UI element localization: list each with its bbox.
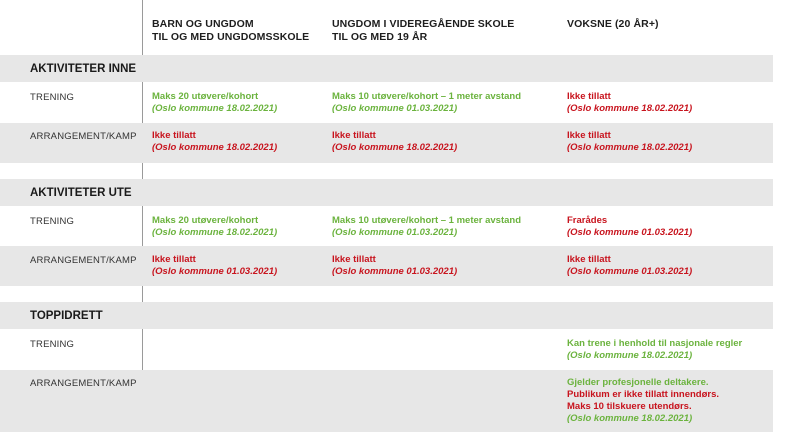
cell-outdoor-event-youth [332, 254, 457, 278]
cell-line: (Oslo kommune 18.02.2021) [152, 227, 278, 238]
cell-indoor-training-youth [332, 91, 521, 115]
header-youth [332, 18, 514, 44]
header-adults-line1: VOKSNE (20 ÅR+) [567, 18, 659, 30]
cell-line: Ikke tillatt [332, 254, 376, 265]
cell-line: Kan trene i henhold til nasjonale regler [567, 338, 743, 349]
cell-line: (Oslo kommune 01.03.2021) [332, 103, 458, 114]
cell-line: Ikke tillatt [332, 130, 376, 141]
cell-line: (Oslo kommune 01.03.2021) [152, 266, 278, 277]
cell-outdoor-event-adults [567, 254, 692, 278]
cell-line: Maks 10 utøvere/kohort – 1 meter avstand [332, 91, 522, 102]
cell-line: Maks 20 utøvere/kohort [152, 91, 259, 102]
row-label-elite-event: ARRANGEMENT/KAMP [30, 378, 137, 389]
cell-line: (Oslo kommune 18.02.2021) [332, 142, 458, 153]
cell-indoor-training-adults [567, 91, 692, 115]
row-label-outdoor-training: TRENING [30, 216, 75, 227]
cell-line: (Oslo kommune 01.03.2021) [567, 266, 693, 277]
header-children [152, 18, 309, 44]
header-youth-line2: TIL OG MED 19 ÅR [332, 31, 428, 43]
cell-indoor-event-children [152, 130, 277, 154]
cell-line: Maks 10 tilskuere utendørs. [567, 401, 692, 412]
cell-line: (Oslo kommune 18.02.2021) [567, 142, 693, 153]
cell-indoor-training-children [152, 91, 277, 115]
section-title-elite: TOPPIDRETT [30, 310, 103, 322]
section-title-indoor: AKTIVITETER INNE [30, 63, 137, 75]
cell-line: Ikke tillatt [567, 254, 611, 265]
cell-line: (Oslo kommune 01.03.2021) [332, 266, 458, 277]
cell-line: Ikke tillatt [152, 130, 196, 141]
header-youth-line1: UNGDOM I VIDEREGÅENDE SKOLE [332, 18, 515, 30]
cell-line: (Oslo kommune 01.03.2021) [567, 227, 693, 238]
cell-line: (Oslo kommune 18.02.2021) [567, 413, 693, 424]
cell-line: Frarådes [567, 215, 608, 226]
row-label-elite-training: TRENING [30, 339, 75, 350]
cell-line: Ikke tillatt [567, 130, 611, 141]
cell-line: (Oslo kommune 18.02.2021) [567, 350, 693, 361]
section-band-elite [0, 302, 773, 329]
cell-elite-event-adults [567, 377, 719, 425]
header-children-line2: TIL OG MED UNGDOMSSKOLE [152, 31, 310, 43]
cell-outdoor-training-youth [332, 215, 521, 239]
cell-outdoor-event-children [152, 254, 277, 278]
section-title-outdoor: AKTIVITETER UTE [30, 187, 132, 199]
cell-line: (Oslo kommune 18.02.2021) [567, 103, 693, 114]
cell-line: (Oslo kommune 18.02.2021) [152, 103, 278, 114]
cell-line: Ikke tillatt [567, 91, 611, 102]
cell-line: Gjelder profesjonelle deltakere. [567, 377, 709, 388]
header-children-line1: BARN OG UNGDOM [152, 18, 254, 30]
cell-outdoor-training-adults [567, 215, 692, 239]
header-adults [567, 18, 659, 31]
cell-indoor-event-adults [567, 130, 692, 154]
cell-line: Publikum er ikke tillatt innendørs. [567, 389, 720, 400]
row-label-indoor-training: TRENING [30, 92, 75, 103]
cell-outdoor-training-children [152, 215, 277, 239]
cell-line: Ikke tillatt [152, 254, 196, 265]
row-label-indoor-event: ARRANGEMENT/KAMP [30, 131, 137, 142]
row-label-outdoor-event: ARRANGEMENT/KAMP [30, 255, 137, 266]
cell-line: (Oslo kommune 01.03.2021) [332, 227, 458, 238]
cell-line: Maks 10 utøvere/kohort – 1 meter avstand [332, 215, 522, 226]
cell-line: (Oslo kommune 18.02.2021) [152, 142, 278, 153]
cell-line: Maks 20 utøvere/kohort [152, 215, 259, 226]
cell-indoor-event-youth [332, 130, 457, 154]
cell-elite-training-adults [567, 338, 742, 362]
